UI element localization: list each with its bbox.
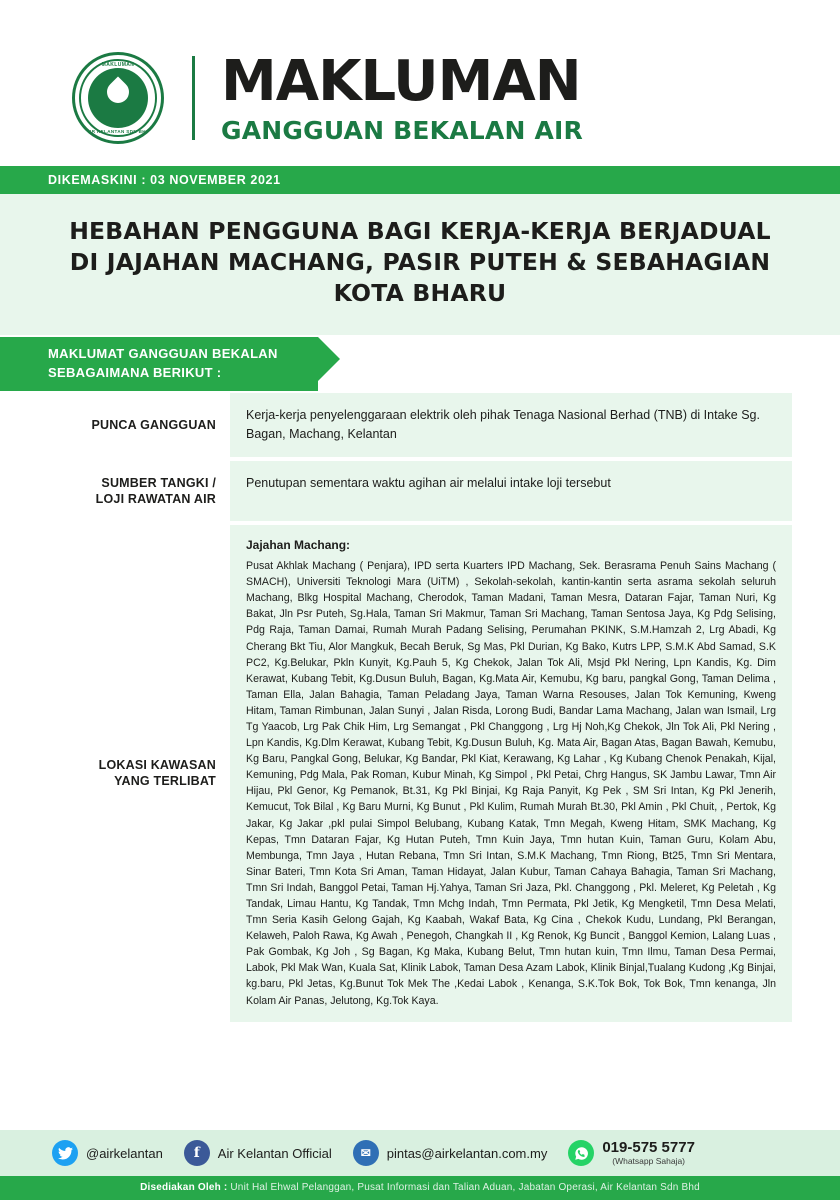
section-tag [0,337,318,391]
contact-twitter[interactable] [52,1140,163,1166]
locations-area-body: Pusat Akhlak Machang ( Penjara), IPD serta Kuarters IPD Machang, Sek. Berasrama Penuh Sains Machang ( SMACH), Universiti Teknologi Mara (UiTM) , Sekolah-sekolah, kantin-kantin serta asrama sekolah seluruh Machang, Blkg Hospital Machang, Cherodok, Taman Madani, Taman Mesra, Dataran Fajar, Taman Nuri, Kg Bakat, Jln Psr Puteh, Sg.Hala, Taman Sri Makmur, Taman Sri Machang, Taman Sentosa Jaya, Kg Pdg Selising, Pdg Raja, Taman Damai, Rumah Murah Padang Selising, Perumahan PKINK, S.M.Hamzah 2, Lrg Abadi, Kg Cherang Bkt Tiu, Alor Mangkuk, Becah Beruk, Sg Mas, Pkl Durian, Kg Bako, Kutrs LPP, S.M.K Abd Samad, S.K PC2, Kg.Belukar, Pkln Kunyit, Kg.Pauh 5, Kg Chekok, Jalan Tok Ali, Msjd Pkl Nering, Lpn Kandis, Kg. Dim Kerawat, Kubang Tebit, Kg.Dusun Buluh, Bagan, Kg.Mata Air, Kemubu, Kg baru, pangkal Gong, Taman Delima , Taman Ella, Jalan Bahagia, Taman Peladang Jaya, Taman Warna Resouses, Jalan Tok Kemuning, Kweng Hitam, Taman Rimbunan, Jalan Sunyi , Jalan Risda, Lorong Budi, Bandar Lama Machang, Jalan wan Ismail, Lrg Tg Yaacob, Lrg Pak Chik Him, Lrg Semangat , Pkl Changgong , Lrg Hj Noh,Kg Chekok, Jln Tok Ali, Pkl Nering , Lpn Kandis, Kg.Dlm Kerawat, Kubang Tebit, Kg.Dusun Buluh, Kg. Mata Air, Bagan Atas, Bagan Bawah, Kemubu, Kg Baru, Pangkal Gong, Belukar, Kg Bandar, Pkl Kiat, Kerawang, Kg Lahar , Kg Kubang Chenok Penakah, Kijal, Kemuning, Pdg Mala, Pak Roman, Kubur Minah, Kg Simpol , Pkl Petai, Chrg Hangus, SK Jambu Lawar, Tmn Air Hijau, Pkl Genor, Kg Pemanok, Bt.31, Kg Pkl Binjai, Kg Raja Panyit, Kg Pek , SM Sri Intan, Kg Pkl Jenerih, Kemucut, Tok Bilal , Kg Baru Murni, Kg Bunut , Pkl Kulim, Rumah Murah Bt.30, Pkl Amin , Pkl Chuit, , Pertok, Kg Jakar, Kg Jakar ,pkl pulai Simpol Belubang, Kubang Katak, Tmn Megah, Kweng Hitam, SMK Machang, Kg Kepas, Tmn Dataran Fajar, Kg Hutan Puteh, Tmn Kuin Jaya, Tmn hutan Kuin, Taman Guru, Kolam Abu, Membunga, Tmn Jaya , Hutan Rebana, Tmn Sri Intan, S.M.K Machang, Tmn Riong, Bt25, Tmn Sri Mentara, Sinar Bateri, Tmn Kota Sri Aman, Taman Hidayat, Jalan Kubur, Taman Cahaya Bahagia, Taman Sri Machang, Tmn Sri Indah, Banggol Petai, Taman Hj.Yahya, Taman Sri Jaza, Pkl. Changgong , Pkl. Meleret, Kg Peletah , Kg Tandak, Limau Hantu, Kg Tandak, Tmn Mchg Indah, Tmn Permata, Pkl Jetik, Kg Mengketil, Tmn Desa Melati, Tmn Seria Kasih Gelong Gajah, Kg Kaabah, Wakaf Bata, Kg Cina , Chekok Kudu, Lundang, Pkl Berangan, Kelaweh, Paloh Rawa, Kg Awah , Penegoh, Changkah II , Kg Renok, Kg Buncit , Banggol Kemion, Lalang Luas , Pak Gombak, Kg Joh , Sg Bagan, Kg Maka, Kubang Belut, Tmn hutan kuin, Tmn Ilmu, Taman Desa Permai, Labok, Pkl Mak Wan, Kuala Sat, Klinik Labok, Taman Desa Azam Labok, Klinik Binjal,Tualang Kudong ,Kg Binjai, kg.baru, Pkl Jetas, Kg.Bunut Tok Mek The ,Kedai Labok , Kenanga, S.K.Tok Bok, Tok Bok, Tmn kenanga, Jln Kolam Air Panas, Jelutong, Kg.Tok Kaya. [246,560,776,1007]
credit-prefix: Disediakan Oleh : [140,1182,228,1193]
logo-top-text: MAKLUMAN [101,62,135,68]
poster-footer [0,1130,840,1200]
twitter-handle: @airkelantan [86,1145,163,1161]
section-tag-line-1: MAKLUMAT GANGGUAN BEKALAN [48,346,278,362]
section-tag-wrapper [0,337,840,389]
headline-line-1: HEBAHAN PENGGUNA BAGI KERJA-KERJA BERJADUAL [69,217,771,245]
source-value: Penutupan sementara waktu agihan air melalui intake loji tersebut [230,461,792,522]
contact-email[interactable] [353,1140,548,1166]
locations-label [48,525,230,1022]
credit-text: Unit Hal Ehwal Pelanggan, Pusat Informasi dan Talian Aduan, Jabatan Operasi, Air Kelantan Sdn Bhd [230,1182,700,1193]
locations-label-line-1: LOKASI KAWASAN [98,758,216,773]
info-table [48,393,792,1022]
email-address: pintas@airkelantan.com.my [386,1145,548,1161]
table-row-locations [48,525,792,1022]
contact-facebook[interactable] [184,1140,332,1166]
contact-whatsapp[interactable] [568,1140,695,1166]
whatsapp-icon [568,1140,594,1166]
air-kelantan-logo [72,52,164,144]
table-row-source [48,461,792,522]
headline-block [0,194,840,335]
source-label-line-1: SUMBER TANGKI / [101,475,216,490]
page-subtitle: GANGGUAN BEKALAN AIR [221,115,583,145]
credit-bar [0,1176,840,1200]
cause-label: PUNCA GANGGUAN [91,417,216,432]
headline-line-2: DI JAJAHAN MACHANG, PASIR PUTEH & SEBAHAGIAN [69,248,771,277]
header-divider [192,56,195,140]
locations-area-title: Jajahan Machang: [246,538,351,553]
facebook-icon: f [184,1140,210,1166]
envelope-icon: ✉ [353,1140,379,1166]
source-label [48,461,230,522]
poster-header [0,0,840,166]
logo-bottom-text: AIR KELANTAN SDN BHD [86,129,150,134]
whatsapp-note: (Whatsapp Sahaja) [612,1155,686,1166]
header-titles [221,48,583,145]
table-row-cause [48,393,792,457]
twitter-icon [52,1140,78,1166]
source-label-line-2: LOJI RAWATAN AIR [95,491,216,506]
section-tag-line-2: SEBAGAIMANA BERIKUT : [48,364,222,380]
whatsapp-number: 019-575 5777 [602,1139,695,1157]
headline-line-3: KOTA BHARU [333,279,507,308]
locations-label-line-2: YANG TERLIBAT [114,774,216,789]
locations-value [230,525,792,1022]
cause-value: Kerja-kerja penyelenggaraan elektrik oleh pihak Tenaga Nasional Berhad (TNB) di Intake Sg. Bagan, Machang, Kelantan [230,393,792,457]
last-updated-bar: DIKEMASKINI : 03 NOVEMBER 2021 [0,166,840,194]
page-title: MAKLUMAN [221,48,581,114]
contact-bar [0,1130,840,1176]
facebook-page-name: Air Kelantan Official [217,1145,332,1161]
whatsapp-number-wrap [602,1140,695,1166]
